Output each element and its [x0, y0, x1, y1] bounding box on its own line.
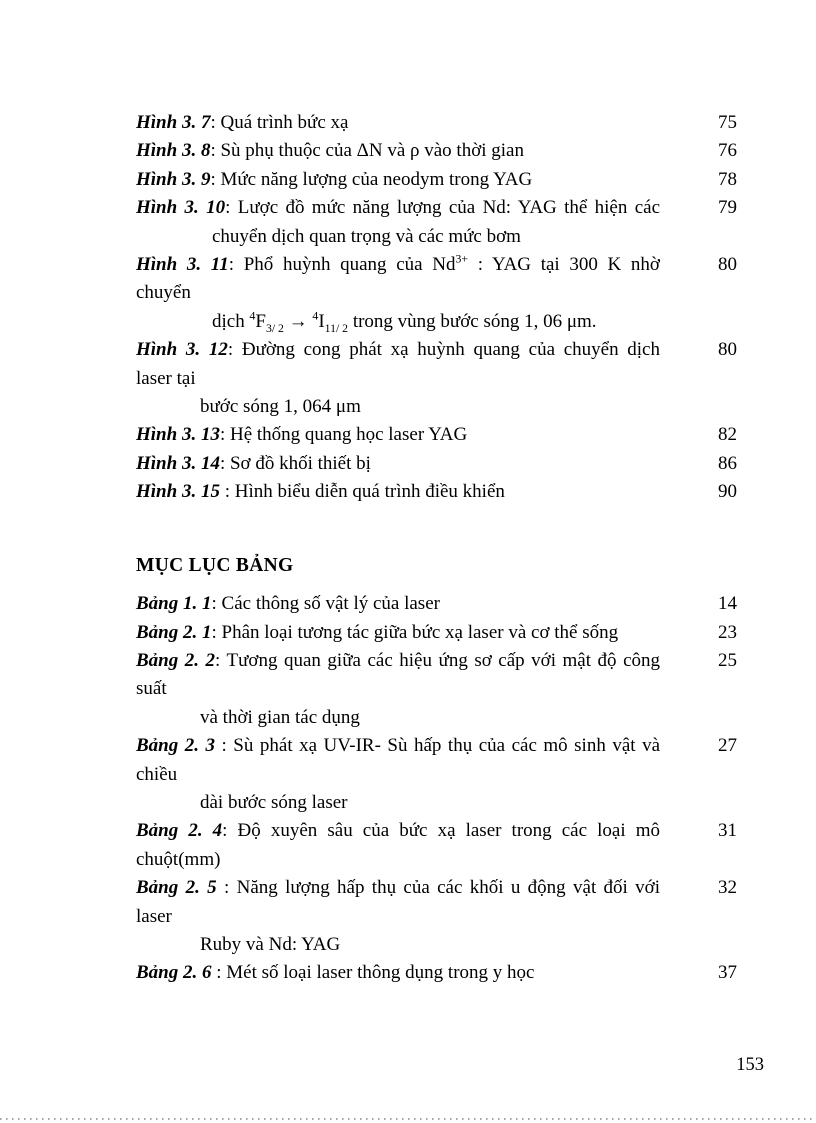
- entry-label: Bảng 2. 1: [136, 621, 212, 643]
- entry-text: [136, 450, 660, 478]
- entry-first-line: [136, 619, 660, 647]
- entry-title: : Mức năng lượng của neodym trong YAG: [210, 168, 533, 190]
- entry-page-number: 27: [718, 735, 737, 757]
- entry-page-number: 25: [718, 649, 737, 671]
- entry-label: Hình 3. 14: [136, 452, 220, 474]
- entry-continuation-line: dịch $^4F_{3/ 2} \to ^4I_{11/ 2}$ trong vùng bước sóng 1, 06 μm.: [212, 309, 597, 335]
- entry-page-number: 31: [718, 820, 737, 842]
- entry-first-line: [136, 166, 660, 194]
- table-entry: [136, 959, 737, 987]
- entry-continuation-line: và thời gian tác dụng: [200, 706, 360, 728]
- entry-page-number: 79: [718, 197, 737, 219]
- figure-entry: [136, 421, 737, 449]
- table-entry: [136, 619, 737, 647]
- entry-title: : Hình biểu diễn quá trình điều khiển: [219, 481, 505, 503]
- figure-entry: [136, 251, 737, 336]
- entry-label: Hình 3. 7: [136, 112, 211, 133]
- entry-text: [136, 959, 660, 987]
- entry-text: [136, 817, 660, 874]
- entry-first-line: [136, 874, 660, 902]
- table-entry: [136, 817, 737, 874]
- entry-title: : Đường cong phát xạ huỳnh quang của chuyển dịch: [227, 339, 660, 361]
- entry-first-line: [136, 732, 660, 760]
- entry-first-line: [136, 450, 660, 478]
- entry-continuation-line: laser tại: [136, 367, 196, 389]
- figure-entry: [136, 478, 737, 506]
- entry-continuation-line: chiều: [136, 763, 178, 785]
- entry-page-number: 80: [718, 339, 737, 361]
- entry-first-line: [136, 251, 660, 279]
- entry-text: [136, 251, 660, 336]
- entry-title: : Phân loại tương tác giữa bức xạ laser và cơ thể sống: [211, 621, 619, 643]
- entry-label: Bảng 1. 1: [136, 593, 212, 615]
- entry-text: [136, 647, 660, 732]
- entry-title: : Các thông số vật lý của laser: [211, 593, 440, 615]
- entry-label: Bảng 2. 5: [136, 877, 217, 899]
- entry-text: [136, 336, 660, 421]
- entry-continuation-line: suất: [136, 678, 167, 700]
- entry-first-line: [136, 647, 660, 675]
- entry-continuation-line: chuyển: [136, 282, 191, 304]
- entry-label: Hình 3. 11: [136, 254, 229, 276]
- entry-title: : Hệ thống quang học laser YAG: [219, 424, 468, 446]
- entry-label: Bảng 2. 4: [136, 820, 223, 842]
- entry-text: [136, 478, 660, 506]
- entry-title: : Độ xuyên sâu của bức xạ laser trong các loại mô: [222, 820, 660, 842]
- entry-title: : Năng lượng hấp thụ của các khối u động vật đối với: [216, 877, 660, 899]
- entry-continuation-line: bước sóng 1, 064 μm: [200, 396, 361, 418]
- entry-label: Bảng 2. 2: [136, 649, 216, 671]
- entry-page-number: 14: [718, 593, 737, 615]
- entry-continuation-line: chuyển dịch quan trọng và các mức bơm: [212, 225, 521, 247]
- entry-label: Hình 3. 15: [136, 481, 220, 503]
- entry-label: Bảng 2. 3: [136, 735, 216, 757]
- entry-page-number: 82: [718, 424, 737, 446]
- entry-page-number: 76: [718, 140, 737, 162]
- table-entry: [136, 732, 737, 817]
- figure-entry: [136, 336, 737, 421]
- entry-label: Hình 3. 12: [136, 339, 228, 361]
- entry-first-line: [136, 478, 660, 506]
- figure-entry: [136, 166, 737, 194]
- entry-page-number: 75: [718, 112, 737, 133]
- entry-first-line: [136, 590, 660, 618]
- page-bottom-dotted-line: [0, 1118, 816, 1120]
- entry-title: : Sù phát xạ UV-IR- Sù hấp thụ của các mô sinh vật và: [215, 735, 660, 757]
- entry-title: : Sù phụ thuộc của ΔN và ρ vào thời gian: [210, 140, 524, 162]
- entry-first-line: [136, 959, 660, 987]
- entry-first-line: [136, 421, 660, 449]
- entry-text: [136, 166, 660, 194]
- entry-text: [136, 421, 660, 449]
- entry-title: : Sơ đồ khối thiết bị: [219, 452, 371, 474]
- entry-text: [136, 109, 660, 137]
- figure-entry: [136, 137, 737, 165]
- entry-page-number: 86: [718, 452, 737, 474]
- entry-text: [136, 619, 660, 647]
- entry-text: [136, 137, 660, 165]
- entry-first-line: [136, 194, 660, 222]
- entry-first-line: [136, 336, 660, 364]
- entry-title: : Phổ huỳnh quang của $Nd^{3+}$ : YAG tại 300 K nhờ: [228, 252, 660, 276]
- entry-first-line: [136, 137, 660, 165]
- entry-title: : Mét số loại laser thông dụng trong y học: [211, 962, 535, 984]
- page-content: [136, 109, 737, 988]
- entry-page-number: 90: [718, 481, 737, 503]
- entry-first-line: [136, 109, 660, 137]
- table-entry: [136, 647, 737, 732]
- entry-continuation-line: laser: [136, 905, 172, 927]
- entry-title: : Lược đồ mức năng lượng của Nd: YAG thể hiện các: [225, 197, 660, 219]
- table-entry: [136, 874, 737, 959]
- entry-label: Hình 3. 9: [136, 168, 211, 190]
- entry-label: Bảng 2. 6: [136, 962, 212, 984]
- entry-title: : Quá trình bức xạ: [210, 112, 349, 133]
- entry-label: Hình 3. 10: [136, 197, 226, 219]
- page-number: 153: [736, 1055, 764, 1075]
- entry-page-number: 78: [718, 168, 737, 190]
- entry-page-number: 32: [718, 877, 737, 899]
- entry-text: [136, 590, 660, 618]
- entry-page-number: 37: [718, 962, 737, 984]
- list-of-tables: [136, 590, 737, 988]
- entry-continuation-line: dài bước sóng laser: [200, 791, 348, 813]
- table-entry: [136, 590, 737, 618]
- entry-continuation-line: Ruby và Nd: YAG: [200, 933, 341, 955]
- entry-page-number: 23: [718, 621, 737, 643]
- entry-title: : Tương quan giữa các hiệu ứng sơ cấp với mật độ công: [215, 649, 660, 671]
- list-of-figures: [136, 109, 737, 507]
- entry-label: Hình 3. 13: [136, 424, 220, 446]
- figure-entry: [136, 450, 737, 478]
- entry-continuation-line: chuột(mm): [136, 848, 221, 870]
- figure-entry: [136, 194, 737, 251]
- entry-text: [136, 194, 660, 251]
- entry-label: Hình 3. 8: [136, 140, 211, 162]
- figure-entry: [136, 109, 737, 137]
- entry-first-line: [136, 817, 660, 845]
- tables-heading: MỤC LỤC BẢNG: [136, 554, 294, 576]
- entry-text: [136, 732, 660, 817]
- entry-text: [136, 874, 660, 959]
- entry-page-number: 80: [718, 254, 737, 276]
